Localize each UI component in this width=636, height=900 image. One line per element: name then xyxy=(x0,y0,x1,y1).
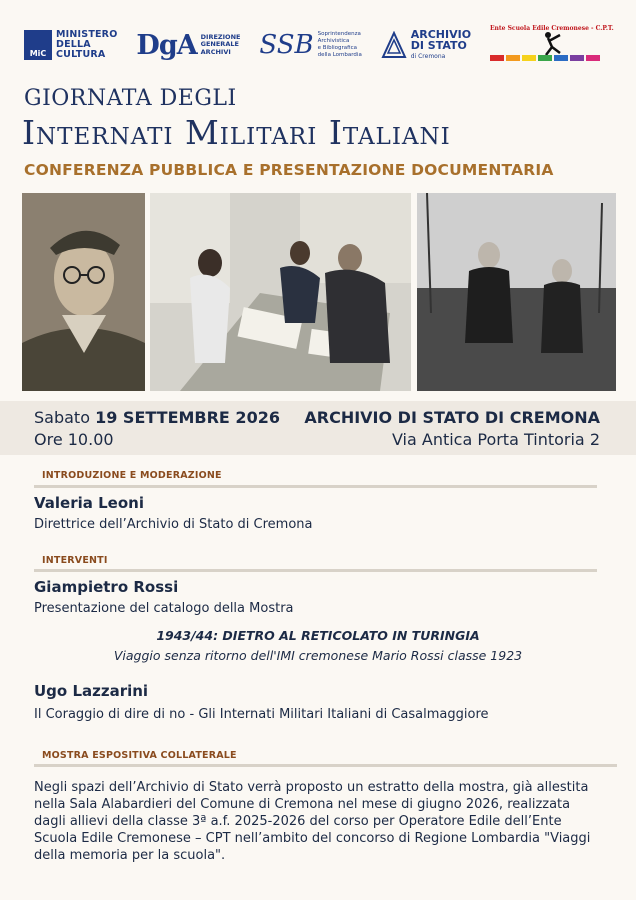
logo-archivio-stato xyxy=(381,29,471,62)
ente-title: Ente Scuola Edile Cremonese - C.P.T. xyxy=(489,25,614,32)
logo-row xyxy=(24,22,614,68)
ssb-mark: SSB xyxy=(259,30,314,60)
logo-dga xyxy=(136,30,240,61)
logo-ente-scuola-edile xyxy=(490,25,614,65)
dga-mark: DgA xyxy=(136,29,197,61)
event-day: Sabato xyxy=(34,408,90,427)
section-label-intro: INTRODUZIONE E MODERAZIONE xyxy=(42,470,222,481)
ssb-line3: e Bibliografica xyxy=(317,45,357,51)
mic-line2: DELLA xyxy=(56,39,91,50)
ente-color-bars xyxy=(490,47,614,61)
photo-historic-boys xyxy=(417,193,616,391)
speaker-name-leoni: Valeria Leoni xyxy=(34,494,144,512)
photo-soldier-portrait xyxy=(22,193,145,391)
section-rule xyxy=(34,764,617,767)
event-date xyxy=(34,408,280,427)
title-line1: GIORNATA DEGLI xyxy=(24,86,237,111)
book-subtitle: Viaggio senza ritorno dell'IMI cremonese Mario Rossi classe 1923 xyxy=(113,648,523,663)
book-title: 1943/44: DIETRO AL RETICOLATO IN TURINGIA xyxy=(156,628,480,643)
students-archive-illustration xyxy=(150,193,411,391)
event-time: Ore 10.00 xyxy=(34,430,114,449)
dga-line1: DIREZIONE xyxy=(200,32,241,41)
mic-line3: CULTURA xyxy=(56,49,106,60)
logo-soprintendenza xyxy=(259,30,361,60)
mic-badge: MiC xyxy=(24,30,52,60)
section-rule xyxy=(34,569,597,572)
historic-boys-illustration xyxy=(417,193,616,391)
archivio-line2: DI STATO xyxy=(410,38,467,52)
speaker-name-lazzarini: Ugo Lazzarini xyxy=(34,682,149,700)
logo-ministero-cultura xyxy=(24,30,117,60)
soldier-portrait-illustration xyxy=(22,193,145,391)
archivio-line3: di Cremona xyxy=(410,52,446,60)
event-date-value: 19 SETTEMBRE 2026 xyxy=(95,408,280,427)
speaker-role-lazzarini: Il Coraggio di dire di no - Gli Internati Militari Italiani di Casalmaggiore xyxy=(34,707,489,722)
archivio-triangle-icon xyxy=(381,31,407,59)
section-rule xyxy=(34,485,597,488)
ssb-line1: Soprintendenza xyxy=(317,31,361,37)
event-place: ARCHIVIO DI STATO DI CREMONA xyxy=(304,408,600,427)
archivio-line1: ARCHIVIO xyxy=(410,27,472,41)
photo-students-archive xyxy=(150,193,411,391)
speaker-role-leoni: Direttrice dell’Archivio di Stato di Cremona xyxy=(34,517,313,532)
mostra-description: Negli spazi dell’Archivio di Stato verrà proposto un estratto della mostra, già allestita nella Sala Alabardieri del Comune di Cremona nel mese di giugno 2026, realizzata dagli allievi della classe 3ª a.f. 2025-2026 del corso per Operatore Edile dell’Ente Scuola Edile Cremonese – CPT nell’ambito del concorso di Regione Lombardia "Viaggi della memoria per la scuola". xyxy=(34,780,591,863)
dga-line2: GENERALE xyxy=(200,40,239,49)
speaker-role-rossi: Presentazione del catalogo della Mostra xyxy=(34,601,294,616)
section-label-mostra: MOSTRA ESPOSITIVA COLLATERALE xyxy=(42,750,237,761)
event-subtitle: CONFERENZA PUBBLICA E PRESENTAZIONE DOCUMENTARIA xyxy=(24,161,554,179)
title-line2: Internati Militari Italiani xyxy=(22,113,451,152)
section-label-interventi: INTERVENTI xyxy=(42,555,108,566)
dga-line3: ARCHIVI xyxy=(200,47,231,56)
speaker-name-rossi: Giampietro Rossi xyxy=(34,578,179,596)
mic-line1: MINISTERO xyxy=(56,29,118,40)
event-address: Via Antica Porta Tintoria 2 xyxy=(391,430,600,449)
ssb-line2: Archivistica xyxy=(317,38,350,44)
ssb-line4: della Lombardia xyxy=(317,52,362,58)
